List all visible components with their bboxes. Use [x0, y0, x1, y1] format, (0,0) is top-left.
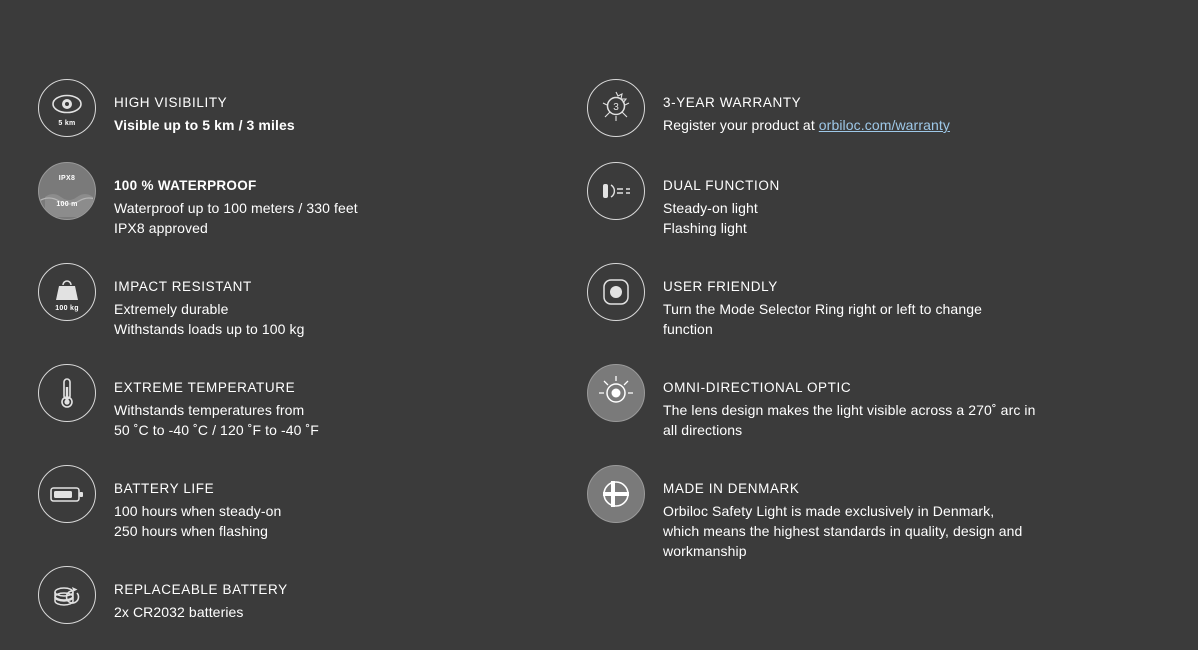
feature-line — [663, 115, 950, 135]
feature-title: IMPACT RESISTANT — [114, 279, 252, 294]
feature-text — [114, 364, 319, 440]
feature-line: The lens design makes the light visible across a 270˚ arc in — [663, 402, 1036, 418]
user-friendly-ring-icon — [587, 263, 645, 321]
feature-line: Turn the Mode Selector Ring right or left to change — [663, 301, 982, 317]
feature-line: 50 ˚C to -40 ˚C / 120 ˚F to -40 ˚F — [114, 422, 319, 438]
feature-title: 3-YEAR WARRANTY — [663, 95, 802, 110]
feature-line: Visible up to 5 km / 3 miles — [114, 117, 295, 133]
feature-line: 100 hours when steady-on — [114, 503, 282, 519]
feature-line: 2x CR2032 batteries — [114, 604, 244, 620]
warranty-text: Register your product at — [663, 117, 819, 133]
feature-text — [114, 79, 295, 135]
feature-text — [114, 263, 304, 339]
dual-function-light-icon — [587, 162, 645, 220]
feature-title: BATTERY LIFE — [114, 481, 215, 496]
warranty-link[interactable]: orbiloc.com/warranty — [818, 117, 950, 133]
feature-line: Steady-on light — [663, 200, 758, 216]
feature-title: EXTREME TEMPERATURE — [114, 380, 296, 395]
feature-line: Withstands temperatures from — [114, 402, 305, 418]
feature-title: HIGH VISIBILITY — [114, 95, 228, 110]
feature-item — [38, 263, 587, 339]
icon-label-top: IPX8 — [58, 175, 76, 182]
feature-text — [663, 162, 780, 238]
feature-text — [114, 162, 358, 238]
feature-line: IPX8 approved — [114, 220, 208, 236]
feature-line: Withstands loads up to 100 kg — [114, 321, 305, 337]
feature-text — [663, 263, 982, 339]
waterproof-ipx8-icon — [38, 162, 96, 220]
feature-text — [663, 79, 950, 135]
feature-title: MADE IN DENMARK — [663, 481, 800, 496]
feature-item — [587, 364, 1136, 440]
battery-icon — [38, 465, 96, 523]
feature-item — [587, 79, 1136, 137]
svg-text:3: 3 — [613, 102, 619, 113]
feature-item — [38, 465, 587, 541]
omni-directional-optic-icon — [587, 364, 645, 422]
thermometer-icon — [38, 364, 96, 422]
feature-item — [38, 162, 587, 238]
left-feature-column — [38, 79, 587, 650]
feature-line: all directions — [663, 422, 743, 438]
icon-label-bottom: 100 kg — [55, 305, 79, 312]
feature-title: 100 % WATERPROOF — [114, 178, 257, 193]
feature-item — [587, 465, 1136, 561]
feature-item — [38, 79, 587, 137]
right-feature-column — [587, 79, 1136, 650]
feature-title: USER FRIENDLY — [663, 279, 778, 294]
feature-text — [663, 465, 1022, 561]
feature-text — [114, 566, 288, 622]
impact-resistant-weight-icon — [38, 263, 96, 321]
eye-visibility-icon — [38, 79, 96, 137]
feature-text — [663, 364, 1036, 440]
feature-item — [38, 566, 587, 624]
replaceable-battery-coin-cell-icon — [38, 566, 96, 624]
feature-line: function — [663, 321, 713, 337]
made-in-denmark-icon — [587, 465, 645, 523]
feature-line: Orbiloc Safety Light is made exclusively in Denmark, — [663, 503, 995, 519]
feature-title: OMNI-DIRECTIONAL OPTIC — [663, 380, 852, 395]
feature-title: REPLACEABLE BATTERY — [114, 582, 288, 597]
icon-label-bottom: 100 m — [56, 201, 78, 208]
feature-item — [587, 263, 1136, 339]
feature-line: Waterproof up to 100 meters / 330 feet — [114, 200, 358, 216]
warranty-badge-icon — [587, 79, 645, 137]
feature-text — [114, 465, 281, 541]
feature-line: workmanship — [663, 543, 747, 559]
feature-line: which means the highest standards in quality, design and — [663, 523, 1023, 539]
feature-line: Extremely durable — [114, 301, 229, 317]
feature-line: 250 hours when flashing — [114, 523, 269, 539]
feature-item — [38, 364, 587, 440]
feature-item — [587, 162, 1136, 238]
feature-title: DUAL FUNCTION — [663, 178, 780, 193]
feature-line: Flashing light — [663, 220, 747, 236]
icon-label-bottom: 5 km — [58, 120, 76, 127]
